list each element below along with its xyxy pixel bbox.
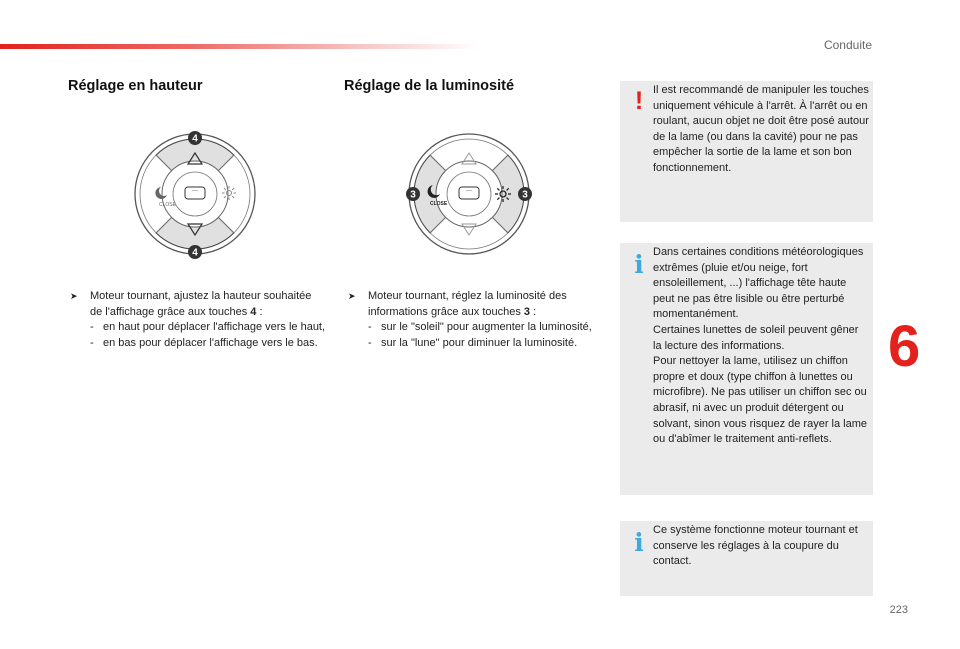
instruction-intro: Moteur tournant, réglez la luminosité des informations grâce aux touches xyxy=(368,290,567,318)
info-box-settings xyxy=(620,521,873,596)
bullet-arrow-icon: ➤ xyxy=(70,291,78,301)
chapter-number: 6 xyxy=(888,314,921,379)
list-item: en haut pour déplacer l'affichage vers le haut, xyxy=(103,321,326,334)
close-label: CLOSE xyxy=(430,201,448,207)
instruction-colon: : xyxy=(256,305,263,318)
svg-text:3: 3 xyxy=(522,189,528,201)
instruction-colon: : xyxy=(530,305,537,318)
callout-badge-left xyxy=(406,187,420,201)
info-icon: i xyxy=(634,250,644,279)
warning-box xyxy=(620,81,873,222)
svg-text:4: 4 xyxy=(192,133,198,145)
svg-text:4: 4 xyxy=(192,247,198,259)
callout-badge-right xyxy=(518,187,532,201)
list-item: sur le "soleil" pour augmenter la luminosité, xyxy=(381,321,592,334)
key-number: 3 xyxy=(523,305,531,318)
info-paragraph: Dans certaines conditions météorologiques extrêmes (pluie et/ou neige, fort ensoleillement, ...) l'affichage tête haute peut ne pas être lisible ou être perturbé momentanément. xyxy=(653,246,864,321)
brightness-instructions: ➤ Moteur tournant, réglez la luminosité des informations grâce aux touches 3 : - sur le "soleil" pour augmenter la luminosité, - sur la "lune" pour diminuer la luminosité. xyxy=(348,289,600,351)
page-number: 223 xyxy=(889,604,908,616)
callout-badge-bottom xyxy=(188,245,202,259)
header-accent-bar xyxy=(0,44,480,49)
info-paragraph: Certaines lunettes de soleil peuvent gêner la lecture des informations. xyxy=(653,323,859,352)
height-adjust-title: Réglage en hauteur xyxy=(68,78,203,94)
bullet-arrow-icon: ➤ xyxy=(348,291,356,301)
info-paragraph: Pour nettoyer la lame, utilisez un chiffon propre et doux (type chiffon à lunettes ou microfibre). Ne pas utiliser un chiffon sec ou abrasif, ni avec un produit détergent ou solvant, sinon vous risquez de rayer la lame ou d'abîmer le traitement anti-reflets. xyxy=(653,355,867,446)
height-instructions: ➤ Moteur tournant, ajustez la hauteur souhaitée de l'affichage grâce aux touches 4 : - en haut pour déplacer l'affichage vers le haut, - en bas pour déplacer l'affichage vers le bas. xyxy=(70,289,326,351)
svg-text:⌒: ⌒ xyxy=(465,191,473,198)
info-box-conditions xyxy=(620,243,873,495)
key-number: 4 xyxy=(250,305,257,318)
height-control-diagram xyxy=(128,127,262,261)
close-label: CLOSE xyxy=(159,202,176,208)
svg-text:⌒: ⌒ xyxy=(191,191,199,198)
list-item: sur la "lune" pour diminuer la luminosité. xyxy=(381,336,578,349)
list-item: en bas pour déplacer l'affichage vers le bas. xyxy=(103,336,318,349)
svg-text:3: 3 xyxy=(410,189,416,201)
section-title: Conduite xyxy=(823,38,872,52)
brightness-control-diagram xyxy=(402,127,536,261)
callout-badge-top xyxy=(188,131,202,145)
instruction-intro: Moteur tournant, ajustez la hauteur souhaitée de l'affichage grâce aux touches xyxy=(90,290,312,318)
warning-exclamation-icon: ! xyxy=(634,87,644,115)
brightness-adjust-title: Réglage de la luminosité xyxy=(344,78,515,94)
warning-text: Il est recommandé de manipuler les touches uniquement véhicule à l'arrêt. À l'arrêt ou en roulant, aucun objet ne doit être posé autour de la lame (ou dans la cavité) pour ne pas empêcher la sortie de la lame et son bon fonctionnement. xyxy=(653,84,869,174)
info-paragraph: Ce système fonctionne moteur tournant et conserve les réglages à la coupure du contact. xyxy=(653,524,858,568)
info-icon: i xyxy=(634,528,644,557)
